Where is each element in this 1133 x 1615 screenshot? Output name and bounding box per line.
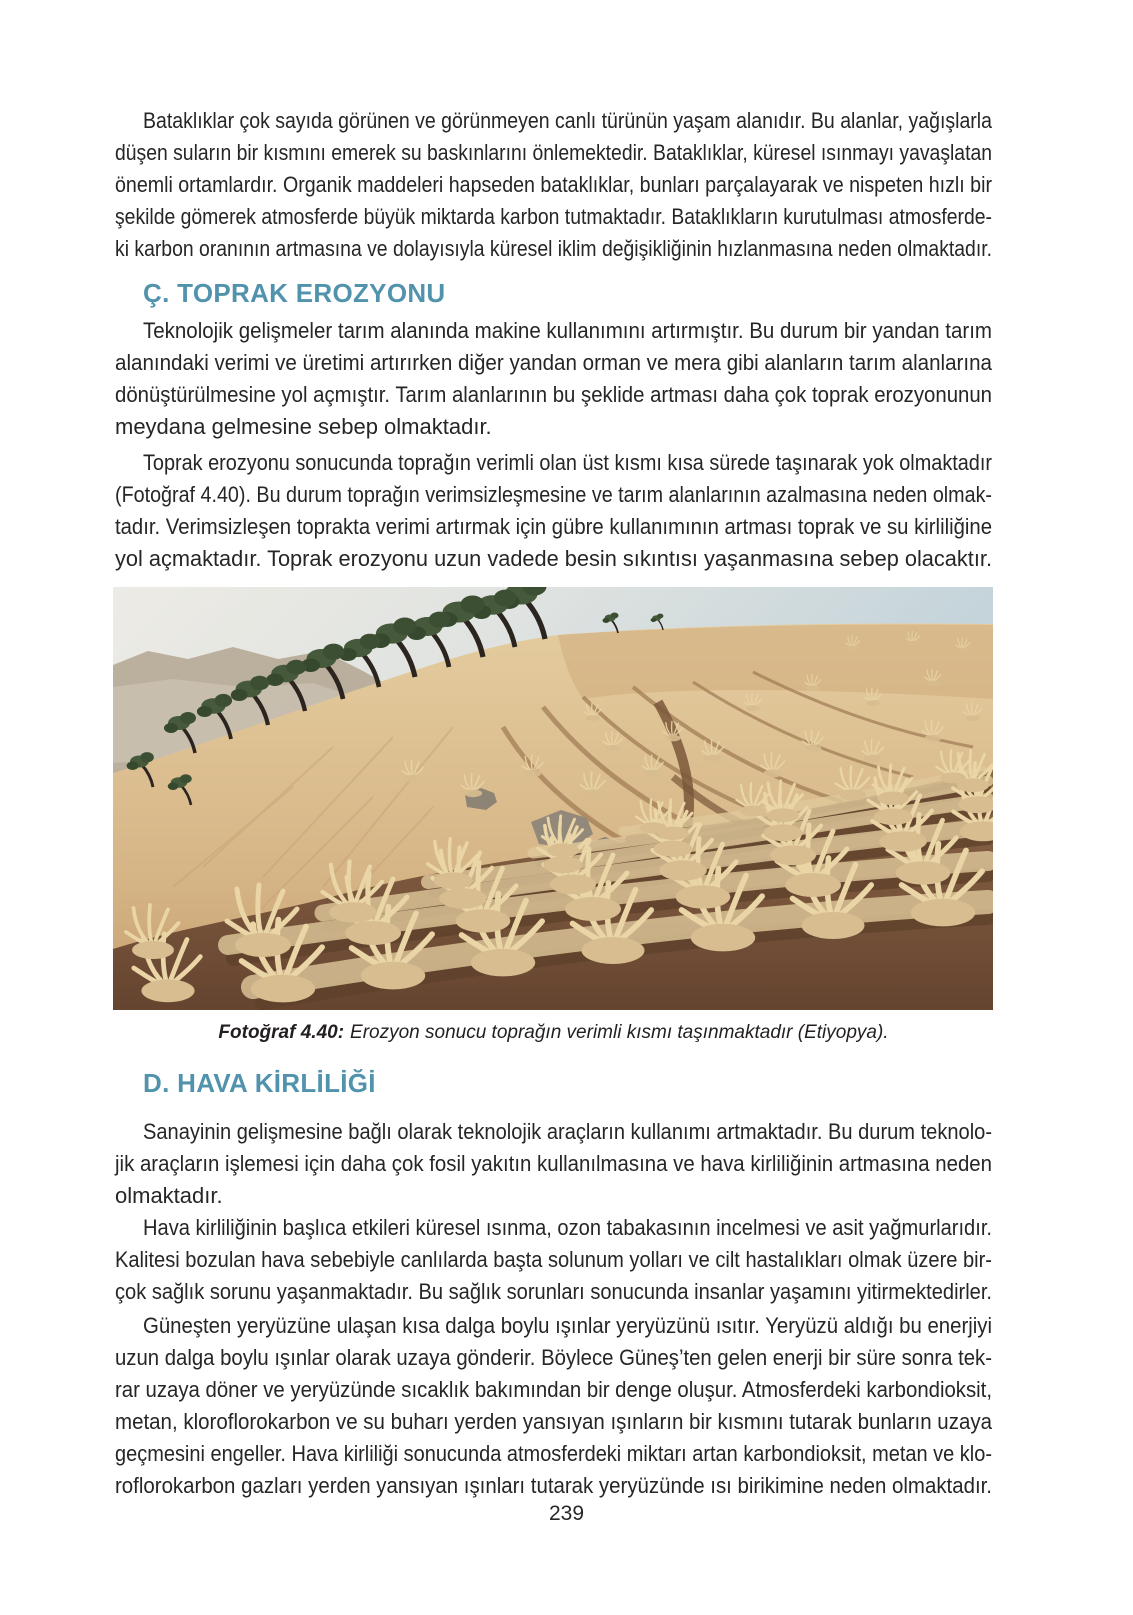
text-line: meydana gelmesine sebep olmaktadır. <box>115 414 492 439</box>
paragraph-wetlands <box>115 105 992 265</box>
paragraph-air-2 <box>115 1212 992 1308</box>
text-line: rar uzaya döner ve yeryüzünde sıcaklık bakımından bir denge oluşur. Atmosferdeki karbondioksit, <box>115 1377 992 1402</box>
paragraph-air-3 <box>115 1310 992 1502</box>
erosion-photo <box>113 587 993 1010</box>
text-line: dönüştürülmesine yol açmıştır. Tarım alanlarının bu şeklide artması daha çok toprak erozyonunun <box>115 382 992 407</box>
text-line: şekilde gömerek atmosferde büyük miktarda karbon tutmaktadır. Bataklıkların kurutulması atmosferde- <box>115 204 992 229</box>
text-line: Hava kirliliğinin başlıca etkileri küresel ısınma, ozon tabakasının incelmesi ve asit yağmurlarıdır. <box>143 1215 992 1240</box>
figure-caption <box>115 1020 992 1046</box>
section-d-heading: D. HAVA KİRLİLİĞİ <box>143 1068 376 1098</box>
eroded-hillside-illustration <box>113 587 993 1010</box>
text-line: Toprak erozyonu sonucunda toprağın verimli olan üst kısmı kısa sürede taşınarak yok olmaktadır <box>143 450 992 475</box>
text-line: roflorokarbon gazları yerden yansıyan ışınları tutarak yeryüzünde ısı birikimine neden olmaktadır. <box>115 1473 992 1498</box>
text-line: (Fotoğraf 4.40). Bu durum toprağın verimsizleşmesine ve tarım alanlarının azalmasına neden olmak- <box>115 482 992 507</box>
text-line: olmaktadır. <box>115 1183 223 1208</box>
page-number: 239 <box>548 1502 585 1525</box>
text-line: uzun dalga boylu ışınlar olarak uzaya gönderir. Böylece Güneş’ten gelen enerji bir süre sonra tek- <box>115 1345 992 1370</box>
paragraph-erosion-1 <box>115 315 992 443</box>
text-line: çok sağlık sorunu yaşanmaktadır. Bu sağlık sorunları sonucunda insanlar yaşamını yitirmektedirler. <box>115 1279 992 1304</box>
text-line: Sanayinin gelişmesine bağlı olarak teknolojik araçların kullanımı artmaktadır. Bu durum teknolo- <box>143 1119 992 1144</box>
text-line: geçmesini engeller. Hava kirliliği sonucunda atmosferdeki miktarı artan karbondioksit, metan ve klo- <box>115 1441 992 1466</box>
figure-caption-text: Erozyon sonucu toprağın verimli kısmı taşınmaktadır (Etiyopya). <box>350 1022 889 1043</box>
text-line: ki karbon oranının artmasına ve dolayısıyla küresel iklim değişikliğinin hızlanmasına neden olmaktadır. <box>115 236 992 261</box>
text-line: tadır. Verimsizleşen toprakta verimi artırmak için gübre kullanımının artması toprak ve su kirliliğine <box>115 514 992 539</box>
text-line: alanındaki verimi ve üretimi artırırken diğer yandan orman ve mera gibi alanların tarım alanlarına <box>115 350 992 375</box>
text-line: önemli ortamlardır. Organik maddeleri hapseden bataklıklar, bunları parçalayarak ve nispeten hızlı bir <box>115 172 992 197</box>
text-line: Teknolojik gelişmeler tarım alanında makine kullanımını artırmıştır. Bu durum bir yandan tarım <box>143 318 992 343</box>
figure-caption-label: Fotoğraf 4.40: <box>218 1022 345 1043</box>
paragraph-air-1 <box>115 1116 992 1212</box>
paragraph-erosion-2 <box>115 447 992 575</box>
text-line: Bataklıklar çok sayıda görünen ve görünmeyen canlı türünün yaşam alanıdır. Bu alanlar, yağışlarla <box>143 108 992 133</box>
text-line: metan, kloroflorokarbon ve su buharı yerden yansıyan ışınların bir kısmını tutarak bunların uzaya <box>115 1409 992 1434</box>
text-line: yol açmaktadır. Toprak erozyonu uzun vadede besin sıkıntısı yaşanmasına sebep olacaktır. <box>115 546 992 571</box>
text-line: Güneşten yeryüzüne ulaşan kısa dalga boylu ışınlar yeryüzünü ısıtır. Yeryüzü aldığı bu enerjiyi <box>143 1313 992 1338</box>
text-line: jik araçların işlemesi için daha çok fosil yakıtın kullanılmasına ve hava kirliliğinin artmasına neden <box>115 1151 992 1176</box>
text-line: Kalitesi bozulan hava sebebiyle canlılarda başta solunum yolları ve cilt hastalıkları olmak üzere bir- <box>115 1247 992 1272</box>
section-c-heading: Ç. TOPRAK EROZYONU <box>143 278 446 308</box>
text-line: düşen suların bir kısmını emerek su baskınlarını önlemektedir. Bataklıklar, küresel ısınmayı yavaşlatan <box>115 140 992 165</box>
